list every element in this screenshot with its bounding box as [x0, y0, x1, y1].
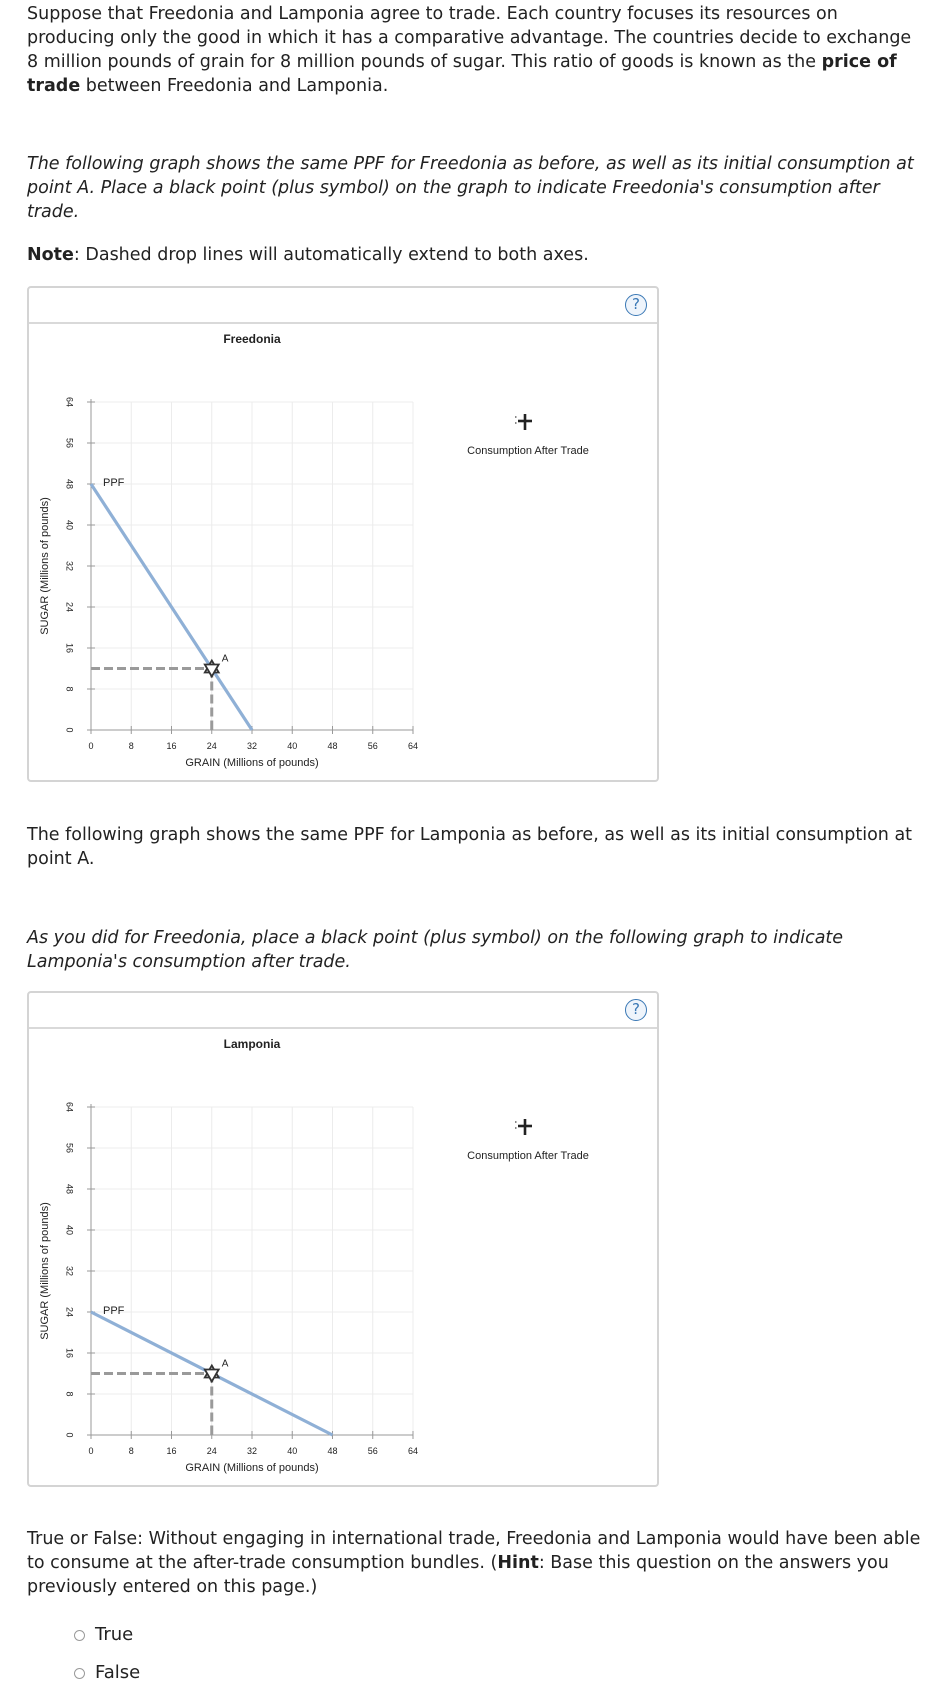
x-tick-label: 56: [367, 1446, 378, 1456]
x-tick-label: 24: [206, 1446, 217, 1456]
y-tick-label: 8: [64, 1391, 75, 1397]
plus-point-icon[interactable]: [515, 414, 532, 430]
point-a-marker: [205, 1366, 219, 1382]
option-true-label: True: [95, 1624, 134, 1645]
y-tick-label: 56: [64, 437, 75, 449]
option-false-label: False: [95, 1662, 141, 1683]
y-tick-label: 32: [64, 1265, 75, 1277]
x-tick-label: 32: [246, 741, 258, 751]
y-tick-label: 16: [64, 642, 75, 654]
ppf-label: PPF: [103, 477, 125, 489]
x-tick-label: 64: [407, 1446, 419, 1456]
y-tick-label: 48: [64, 1183, 75, 1195]
y-tick-label: 64: [64, 1101, 75, 1113]
x-tick-label: 16: [166, 741, 177, 751]
freedonia-chart: [29, 288, 661, 784]
point-a-label: A: [221, 653, 229, 665]
x-tick-label: 48: [327, 741, 338, 751]
y-axis-label: SUGAR (Millions of pounds): [38, 1202, 51, 1340]
y-tick-label: 40: [64, 519, 75, 531]
radio-false[interactable]: [74, 1668, 85, 1679]
lamponia-description: The following graph shows the same PPF for Lamponia as before, as well as its initial consumption at point A.: [27, 825, 913, 869]
y-tick-label: 16: [64, 1347, 75, 1359]
y-tick-label: 48: [64, 478, 75, 490]
consumption-after-trade-label: Consumption After Trade: [467, 1150, 589, 1162]
intro-paragraph: [27, 2, 927, 98]
y-tick-label: 8: [64, 686, 75, 692]
intro-text-pre: Suppose that Freedonia and Lamponia agree to trade. Each country focuses its resources on producing only the good in which it has a comparative advantage. The countries decide to exchange 8 million pounds of grain for 8 million pounds of sugar. This ratio of goods is known as the: [27, 4, 912, 72]
chart-title: Lamponia: [223, 1037, 281, 1051]
x-axis-label: GRAIN (Millions of pounds): [185, 1462, 319, 1474]
y-tick-label: 40: [64, 1224, 75, 1236]
point-a-label: A: [221, 1358, 229, 1370]
question-text-post: : Base this question on the answers you previously entered on this page.): [27, 1553, 889, 1597]
y-tick-label: 24: [64, 601, 75, 613]
note-text: : Dashed drop lines will automatically extend to both axes.: [73, 245, 589, 265]
note-label: Note: [27, 245, 74, 265]
y-tick-label: 0: [64, 727, 75, 733]
lamponia-instruction: As you did for Freedonia, place a black point (plus symbol) on the following graph to indicate Lamponia's consumption after trade.: [27, 928, 844, 972]
x-tick-label: 56: [367, 741, 378, 751]
x-tick-label: 32: [246, 1446, 258, 1456]
hint-label: Hint: [497, 1553, 539, 1573]
x-tick-label: 24: [206, 741, 217, 751]
x-tick-label: 0: [88, 1446, 94, 1456]
freedonia-instruction: The following graph shows the same PPF for Freedonia as before, as well as its initial consumption at point A. Place a black point (plus symbol) on the graph to indicate Freedonia's consumption after trade.: [27, 154, 914, 222]
x-tick-label: 48: [327, 1446, 338, 1456]
x-tick-label: 8: [128, 741, 134, 751]
intro-text-post: between Freedonia and Lamponia.: [80, 76, 389, 96]
consumption-after-trade-label: Consumption After Trade: [467, 445, 589, 457]
x-tick-label: 40: [287, 1446, 298, 1456]
help-icon[interactable]: ?: [625, 294, 647, 316]
x-tick-label: 16: [166, 1446, 177, 1456]
freedonia-graph-panel: [27, 286, 659, 782]
question-text-pre: True or False: Without engaging in international trade, Freedonia and Lamponia would have been able to consume at the after-trade consumption bundles. (: [27, 1529, 921, 1573]
y-tick-label: 32: [64, 560, 75, 572]
ppf-label: PPF: [103, 1305, 125, 1317]
y-axis-label: SUGAR (Millions of pounds): [38, 497, 51, 635]
lamponia-graph-panel: [27, 991, 659, 1487]
radio-true[interactable]: [74, 1630, 85, 1641]
y-tick-label: 56: [64, 1142, 75, 1154]
x-tick-label: 40: [287, 741, 298, 751]
y-tick-label: 24: [64, 1306, 75, 1318]
help-icon[interactable]: ?: [625, 999, 647, 1021]
x-axis-label: GRAIN (Millions of pounds): [185, 757, 319, 769]
option-true[interactable]: [74, 1622, 133, 1648]
true-false-question: [27, 1527, 927, 1599]
y-tick-label: 64: [64, 396, 75, 408]
note-paragraph: [27, 243, 927, 267]
chart-title: Freedonia: [223, 332, 281, 346]
price-of-trade-term: price of trade: [27, 52, 897, 96]
option-false[interactable]: [74, 1660, 140, 1686]
plus-point-icon[interactable]: [515, 1119, 532, 1135]
x-tick-label: 0: [88, 741, 94, 751]
lamponia-chart: [29, 993, 661, 1489]
x-tick-label: 64: [407, 741, 419, 751]
x-tick-label: 8: [128, 1446, 134, 1456]
y-tick-label: 0: [64, 1432, 75, 1438]
